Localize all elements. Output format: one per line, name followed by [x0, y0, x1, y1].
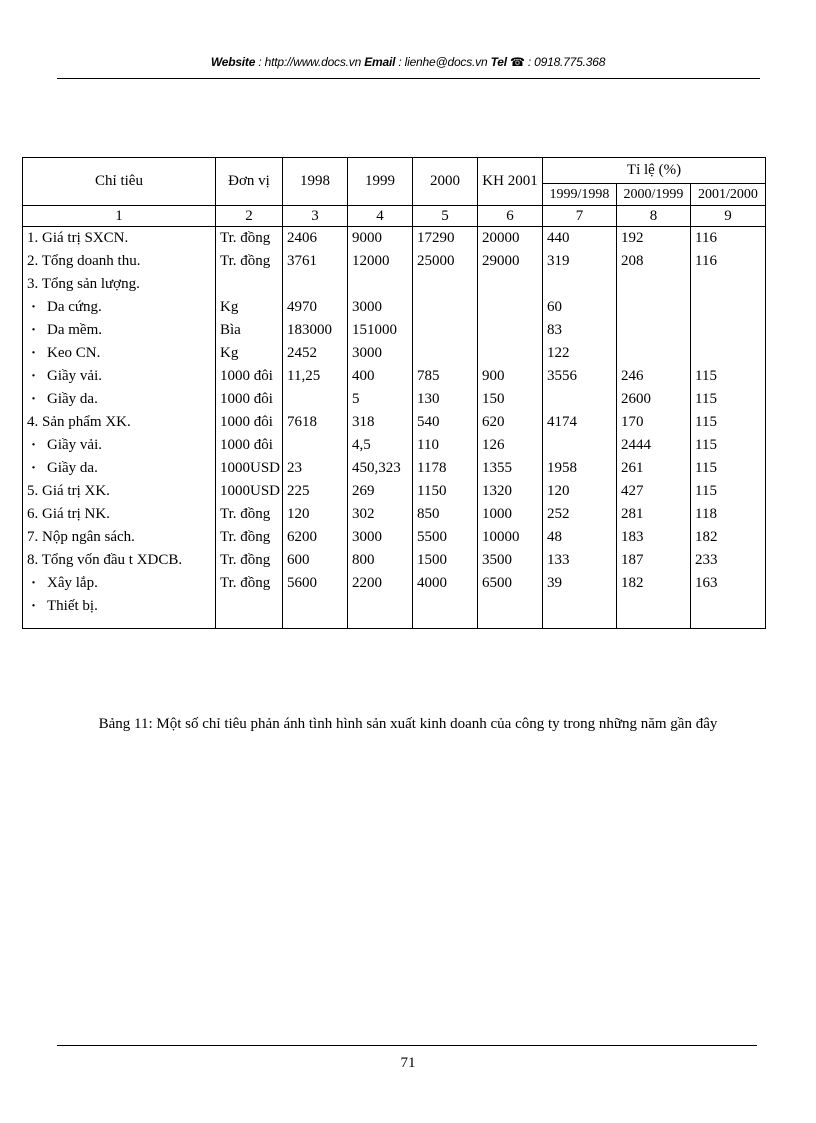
table-cell: [287, 277, 343, 300]
column-1999: [348, 227, 413, 629]
table-cell: 1000 đôi: [220, 391, 273, 407]
column-ratio-1: [543, 227, 617, 629]
row-label: Thiết bị.: [47, 598, 98, 614]
website-link[interactable]: http://www.docs.vn: [264, 55, 362, 69]
column-kh2001: [478, 227, 543, 629]
tel-label: Tel: [490, 55, 507, 69]
table-cell: [695, 300, 761, 323]
table-cell: [287, 438, 343, 461]
table-cell: 1320: [482, 483, 512, 499]
table-cell: [417, 599, 473, 622]
table-cell: 2444: [621, 437, 651, 453]
table-cell: 281: [621, 506, 644, 522]
table-cell: 7618: [287, 414, 317, 430]
bullet-icon: ·: [31, 368, 37, 384]
header-ratio-1: 1999/1998: [543, 184, 617, 206]
table-cell: 192: [621, 230, 644, 246]
header-2000: 2000: [413, 158, 478, 206]
table-cell: 115: [695, 460, 717, 476]
table-cell: 170: [621, 414, 644, 430]
table-cell: 208: [621, 253, 644, 269]
table-cell: 3. Tổng sản lượng.: [27, 276, 140, 292]
table-cell: [621, 346, 686, 369]
table-cell: 163: [695, 575, 718, 591]
table-cell: Tr. đồng: [220, 552, 271, 568]
table-cell: 8. Tổng vốn đầu t XDCB.: [27, 552, 183, 568]
header-chi-tieu: Chỉ tiêu: [23, 158, 216, 206]
table-cell: [482, 277, 538, 300]
row-label: Keo CN.: [47, 345, 101, 361]
bullet-icon: ·: [31, 437, 37, 453]
column-number: 4: [348, 206, 413, 227]
table-cell: 116: [695, 230, 717, 246]
table-cell: 29000: [482, 253, 520, 269]
table-cell: [482, 599, 538, 622]
table-cell: 116: [695, 253, 717, 269]
column-ratio-3: [691, 227, 766, 629]
table-cell: 3000: [352, 299, 382, 315]
table-cell: 1. Giá trị SXCN.: [27, 230, 129, 246]
table-cell: [695, 323, 761, 346]
table-cell: 4. Sản phẩm XK.: [27, 414, 131, 430]
table-cell: 187: [621, 552, 644, 568]
column-number: 8: [617, 206, 691, 227]
table-cell: Tr. đồng: [220, 506, 271, 522]
row-label: Da mềm.: [47, 322, 102, 338]
table-cell: 118: [695, 506, 717, 522]
table-cell: 1000USD: [220, 483, 281, 499]
table-cell: 540: [417, 414, 440, 430]
table-cell: [27, 461, 211, 484]
column-ratio-2: [617, 227, 691, 629]
column-number: 7: [543, 206, 617, 227]
table-cell: 850: [417, 506, 440, 522]
table-cell: [417, 300, 473, 323]
table-cell: 261: [621, 460, 644, 476]
website-label: Website: [210, 55, 256, 69]
table-cell: [482, 323, 538, 346]
table-cell: 1000USD: [220, 460, 281, 476]
table-cell: 1355: [482, 460, 512, 476]
table-cell: [547, 277, 612, 300]
table-cell: Tr. đồng: [220, 230, 271, 246]
table-cell: 2. Tổng doanh thu.: [27, 253, 141, 269]
table-cell: 182: [695, 529, 718, 545]
table-cell: 1000 đôi: [220, 368, 273, 384]
table-cell: 17290: [417, 230, 455, 246]
table-cell: 785: [417, 368, 440, 384]
row-label: Giầy da.: [47, 460, 98, 476]
table-cell: 440: [547, 230, 570, 246]
separator: :: [524, 55, 535, 69]
table-cell: [417, 277, 473, 300]
table-cell: Tr. đồng: [220, 253, 271, 269]
table-cell: 6500: [482, 575, 512, 591]
table-cell: 4000: [417, 575, 447, 591]
table-cell: 120: [547, 483, 570, 499]
separator: :: [395, 55, 405, 69]
header-ratio-3: 2001/2000: [691, 184, 766, 206]
table-cell: 183000: [287, 322, 332, 338]
table-cell: 2452: [287, 345, 317, 361]
table-cell: 183: [621, 529, 644, 545]
header-divider: [57, 78, 760, 79]
table-cell: [695, 346, 761, 369]
row-label: Giầy vải.: [47, 437, 102, 453]
table-cell: 20000: [482, 230, 520, 246]
table-cell: [695, 277, 761, 300]
table-cell: 400: [352, 368, 375, 384]
table-cell: 1958: [547, 460, 577, 476]
table-cell: 151000: [352, 322, 397, 338]
table-cell: 1000: [482, 506, 512, 522]
table-cell: 1000 đôi: [220, 414, 273, 430]
table-cell: 130: [417, 391, 440, 407]
table-cell: 39: [547, 575, 562, 591]
table-cell: 6. Giá trị NK.: [27, 506, 110, 522]
table-cell: 450,323: [352, 460, 401, 476]
table-cell: 5. Giá trị XK.: [27, 483, 110, 499]
table-cell: 5: [352, 391, 360, 407]
bullet-icon: ·: [31, 299, 37, 315]
bullet-icon: ·: [31, 345, 37, 361]
page-header: [0, 55, 816, 69]
table-cell: [287, 392, 343, 415]
table-cell: [482, 346, 538, 369]
separator: :: [255, 55, 265, 69]
header-kh2001: KH 2001: [478, 158, 543, 206]
table-cell: [287, 599, 343, 622]
table-cell: 133: [547, 552, 570, 568]
table-cell: 11,25: [287, 368, 321, 384]
column-don-vi: [216, 227, 283, 629]
table-cell: 2200: [352, 575, 382, 591]
table-cell: 7. Nộp ngân sách.: [27, 529, 135, 545]
table-cell: 3000: [352, 345, 382, 361]
header-don-vi: Đơn vị: [216, 158, 283, 206]
data-table-wrapper: [22, 157, 765, 629]
data-body-row: [23, 227, 766, 629]
row-label: Giầy da.: [47, 391, 98, 407]
table-cell: [27, 300, 211, 323]
table-cell: 302: [352, 506, 375, 522]
table-cell: Tr. đồng: [220, 529, 271, 545]
column-number: 1: [23, 206, 216, 227]
table-cell: 126: [482, 437, 505, 453]
column-number: 6: [478, 206, 543, 227]
bullet-icon: ·: [31, 598, 37, 614]
table-cell: 3761: [287, 253, 317, 269]
table-cell: 1000 đôi: [220, 437, 273, 453]
column-number-row: [23, 206, 766, 227]
table-cell: [417, 346, 473, 369]
table-cell: 115: [695, 437, 717, 453]
table-cell: 900: [482, 368, 505, 384]
table-cell: 9000: [352, 230, 382, 246]
table-cell: [482, 300, 538, 323]
footer-divider: [57, 1045, 757, 1046]
table-cell: 4,5: [352, 437, 371, 453]
table-cell: [352, 277, 408, 300]
table-cell: 246: [621, 368, 644, 384]
column-number: 3: [283, 206, 348, 227]
bullet-icon: ·: [31, 460, 37, 476]
bullet-icon: ·: [31, 322, 37, 338]
row-label: Giầy vải.: [47, 368, 102, 384]
row-label: Xây lắp.: [47, 575, 98, 591]
table-cell: 800: [352, 552, 375, 568]
header-ti-le: Tỉ lệ (%): [543, 158, 766, 184]
table-cell: 60: [547, 299, 562, 315]
table-cell: 5600: [287, 575, 317, 591]
table-cell: Kg: [220, 345, 239, 361]
bullet-icon: ·: [31, 575, 37, 591]
page-number: 71: [400, 1055, 416, 1071]
data-table: [22, 157, 766, 629]
table-cell: 115: [695, 483, 717, 499]
table-cell: 1500: [417, 552, 447, 568]
table-cell: [220, 277, 278, 300]
phone-icon: ☎: [510, 55, 525, 69]
table-cell: 225: [287, 483, 310, 499]
table-cell: Tr. đồng: [220, 575, 271, 591]
table-cell: 1150: [417, 483, 447, 499]
table-cell: Bìa: [220, 322, 241, 338]
table-cell: 110: [417, 437, 439, 453]
header-1998: 1998: [283, 158, 348, 206]
table-cell: 319: [547, 253, 570, 269]
header-ratio-2: 2000/1999: [617, 184, 691, 206]
column-number: 9: [691, 206, 766, 227]
column-1998: [283, 227, 348, 629]
tel-value: 0918.775.368: [534, 55, 606, 69]
table-cell: 233: [695, 552, 718, 568]
table-caption: Bảng 11: Một số chỉ tiêu phản ánh tình hình sản xuất kinh doanh của công ty trong những năm gần đây: [98, 716, 718, 732]
table-cell: [27, 576, 211, 599]
table-cell: [547, 438, 612, 461]
table-cell: 10000: [482, 529, 520, 545]
table-cell: 83: [547, 322, 562, 338]
table-cell: [27, 599, 211, 622]
table-cell: 620: [482, 414, 505, 430]
table-cell: Kg: [220, 299, 239, 315]
table-cell: [27, 369, 211, 392]
bullet-icon: ·: [31, 391, 37, 407]
email-label: Email: [364, 55, 396, 69]
table-cell: [621, 323, 686, 346]
table-cell: [621, 277, 686, 300]
table-cell: 269: [352, 483, 375, 499]
column-2000: [413, 227, 478, 629]
table-cell: 5500: [417, 529, 447, 545]
table-cell: 427: [621, 483, 644, 499]
table-cell: 25000: [417, 253, 455, 269]
table-cell: 150: [482, 391, 505, 407]
column-number: 2: [216, 206, 283, 227]
table-cell: 115: [695, 368, 717, 384]
table-cell: [417, 323, 473, 346]
table-cell: [27, 323, 211, 346]
table-cell: [695, 599, 761, 622]
table-cell: [27, 346, 211, 369]
table-cell: [27, 392, 211, 415]
table-cell: 115: [695, 391, 717, 407]
column-number: 5: [413, 206, 478, 227]
table-cell: 48: [547, 529, 562, 545]
column-chi-tieu: [23, 227, 216, 629]
table-cell: 23: [287, 460, 302, 476]
table-cell: 318: [352, 414, 375, 430]
table-cell: 3500: [482, 552, 512, 568]
table-cell: 4970: [287, 299, 317, 315]
table-cell: 2406: [287, 230, 317, 246]
header-1999: 1999: [348, 158, 413, 206]
table-cell: 2600: [621, 391, 651, 407]
table-cell: 120: [287, 506, 310, 522]
table-cell: 3000: [352, 529, 382, 545]
table-cell: [547, 599, 612, 622]
table-cell: 3556: [547, 368, 577, 384]
table-cell: 122: [547, 345, 570, 361]
table-cell: 600: [287, 552, 310, 568]
table-cell: 4174: [547, 414, 577, 430]
table-cell: 252: [547, 506, 570, 522]
table-cell: [547, 392, 612, 415]
table-cell: 182: [621, 575, 644, 591]
table-cell: [352, 599, 408, 622]
table-cell: [621, 599, 686, 622]
table-cell: 6200: [287, 529, 317, 545]
table-cell: [220, 599, 278, 622]
row-label: Da cứng.: [47, 299, 102, 315]
table-cell: [621, 300, 686, 323]
table-cell: 12000: [352, 253, 390, 269]
table-cell: 115: [695, 414, 717, 430]
email-link[interactable]: lienhe@docs.vn: [404, 55, 488, 69]
table-cell: [27, 438, 211, 461]
table-cell: 1178: [417, 460, 447, 476]
